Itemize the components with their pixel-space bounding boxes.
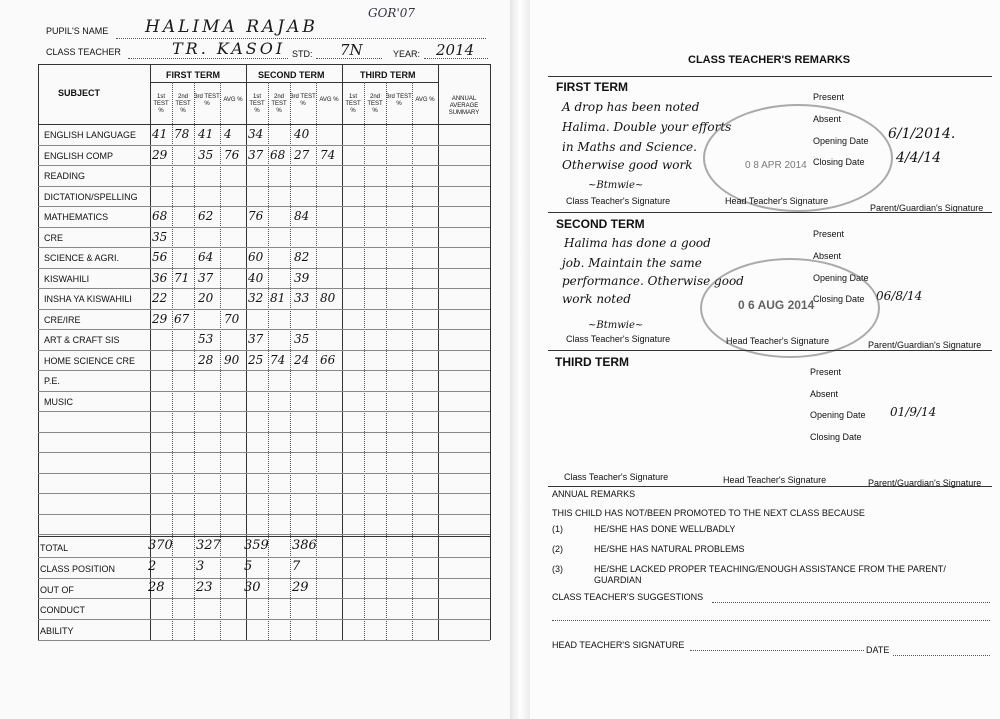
summary-cell: 386	[292, 538, 317, 553]
score-cell: 84	[294, 209, 310, 223]
second-term-remark-line: Halima has done a good	[564, 236, 711, 250]
pupil-name-value: HALIMA RAJAB	[145, 17, 318, 37]
third-present-label: Present	[810, 367, 842, 377]
row-divider	[38, 640, 490, 641]
row-divider	[38, 391, 490, 392]
row-divider	[38, 329, 490, 330]
row-divider	[38, 411, 490, 412]
parent-signature-label: Parent/Guardian's Signature	[868, 478, 982, 488]
date-label: DATE	[866, 645, 890, 655]
reason-text: HE/SHE LACKED PROPER TEACHING/ENOUGH ASSISTANCE FROM THE PARENT/	[594, 564, 946, 574]
promotion-line: THIS CHILD HAS NOT/BEEN PROMOTED TO THE NEXT CLASS BECAUSE	[552, 508, 865, 518]
score-cell: 41	[152, 127, 168, 141]
sub-header-2nd: 2nd TEST %	[175, 94, 191, 114]
sub-header-avg: AVG %	[415, 97, 435, 103]
sub-header-3rd: 3rd TEST %	[290, 94, 316, 107]
row-divider	[38, 473, 490, 474]
score-cell: 28	[198, 353, 214, 367]
score-cell: 66	[320, 353, 336, 367]
class-teacher-signature-mark: ~Btmwie~	[588, 320, 644, 331]
score-cell: 37	[248, 148, 264, 162]
std-line	[316, 58, 382, 59]
second-closing-value: 06/8/14	[876, 289, 923, 303]
subject-label: CRE	[44, 233, 64, 243]
score-cell: 39	[294, 271, 310, 285]
score-cell: 68	[152, 209, 168, 223]
score-cell: 82	[294, 250, 310, 264]
reason-text: HE/SHE HAS NATURAL PROBLEMS	[594, 544, 745, 554]
class-teacher-signature-label: Class Teacher's Signature	[564, 472, 669, 482]
pupil-name-label: PUPIL'S NAME	[46, 26, 109, 36]
row-divider	[38, 206, 490, 207]
score-cell: 37	[198, 271, 214, 285]
subject-header: SUBJECT	[58, 88, 101, 98]
second-term-header: SECOND TERM	[258, 70, 325, 80]
first-term-heading: FIRST TERM	[556, 80, 628, 94]
subject-label: ENGLISH COMP	[44, 151, 114, 161]
summary-cell: 7	[292, 559, 301, 574]
score-cell: 68	[270, 148, 286, 162]
year-label: YEAR:	[393, 49, 421, 59]
first-closing-label: Closing Date	[813, 157, 865, 167]
row-divider	[38, 432, 490, 433]
first-opening-value: 6/1/2014.	[888, 126, 956, 142]
score-cell: 81	[270, 291, 286, 305]
second-closing-label: Closing Date	[813, 294, 865, 304]
third-term-header: THIRD TERM	[360, 70, 416, 80]
row-divider	[38, 288, 490, 289]
summary-label: CONDUCT	[40, 605, 85, 615]
summary-label: ABILITY	[40, 626, 74, 636]
summary-cell: 2	[148, 559, 157, 574]
subject-label: P.E.	[44, 376, 60, 386]
class-teacher-signature-label: Class Teacher's Signature	[566, 196, 671, 206]
third-term-heading: THIRD TERM	[555, 355, 629, 369]
second-term-remark-line: work noted	[562, 292, 631, 306]
second-absent-label: Absent	[813, 251, 842, 261]
page-reference: GOR'07	[368, 6, 416, 20]
class-teacher-signature-mark: ~Btmwie~	[588, 180, 644, 191]
row-divider	[38, 165, 490, 166]
stamp-date: 0 8 APR 2014	[745, 160, 807, 171]
score-cell: 60	[248, 250, 264, 264]
row-divider	[38, 514, 490, 515]
score-cell: 22	[152, 291, 168, 305]
header-bottom-border	[38, 124, 490, 125]
remarks-title: CLASS TEACHER'S REMARKS	[688, 54, 851, 66]
sub-header-2nd: 2nd TEST %	[367, 94, 383, 114]
row-divider	[38, 493, 490, 494]
row-divider	[38, 598, 490, 599]
summary-label: CLASS POSITION	[40, 564, 116, 574]
row-divider	[38, 227, 490, 228]
score-cell: 36	[152, 271, 168, 285]
score-cell: 67	[174, 312, 190, 326]
sub-header-avg: AVG %	[223, 97, 243, 103]
first-term-remark-line: Otherwise good work	[562, 158, 693, 172]
score-cell: 74	[320, 148, 336, 162]
first-term-header: FIRST TERM	[166, 70, 220, 80]
subject-label: MATHEMATICS	[44, 212, 109, 222]
reason-number: (1)	[552, 524, 563, 534]
first-term-remark-line: Halima. Double your efforts	[562, 120, 732, 134]
summary-cell: 28	[148, 580, 165, 595]
summary-cell: 3	[196, 559, 205, 574]
score-cell: 40	[248, 271, 264, 285]
book-spine	[510, 0, 530, 719]
row-divider	[38, 619, 490, 620]
sub-header-3rd: 3rd TEST %	[194, 94, 220, 107]
class-teacher-value: TR. KASOI	[172, 39, 286, 58]
row-divider	[38, 268, 490, 269]
head-teacher-signature-label: Head Teacher's Signature	[725, 196, 829, 206]
row-divider	[38, 452, 490, 453]
subject-label: CRE/IRE	[44, 315, 81, 325]
subject-label: READING	[44, 171, 86, 181]
subject-column-border	[150, 64, 151, 640]
score-cell: 53	[198, 332, 214, 346]
table-right-border	[490, 64, 491, 640]
second-term-heading: SECOND TERM	[556, 217, 645, 231]
summary-cell: 327	[196, 538, 221, 553]
third-absent-label: Absent	[810, 389, 839, 399]
second-term-remark-line: job. Maintain the same	[562, 256, 702, 270]
parent-signature-label: Parent/Guardian's Signature	[870, 203, 984, 213]
third-opening-value: 01/9/14	[890, 405, 937, 419]
subject-label: DICTATION/SPELLING	[44, 192, 138, 202]
reason-text: HE/SHE HAS DONE WELL/BADLY	[594, 524, 736, 534]
score-cell: 27	[294, 148, 310, 162]
first-absent-label: Absent	[813, 114, 842, 124]
sub-header-2nd: 2nd TEST %	[271, 94, 287, 114]
annual-remarks-title: ANNUAL REMARKS	[552, 489, 636, 499]
suggestions-line	[712, 602, 990, 603]
score-cell: 70	[224, 312, 240, 326]
subject-label: MUSIC	[44, 397, 73, 407]
second-term-remark-line: performance. Otherwise good	[562, 274, 744, 288]
score-cell: 29	[152, 148, 168, 162]
std-value: 7N	[340, 41, 363, 59]
class-teacher-label: CLASS TEACHER	[46, 47, 121, 57]
first-closing-value: 4/4/14	[896, 150, 942, 166]
third-term-divider	[548, 486, 992, 487]
annual-average-header: ANNUAL AVERAGE SUMMARY	[448, 96, 480, 116]
score-cell: 41	[198, 127, 214, 141]
score-cell: 24	[294, 353, 310, 367]
teacher-line	[128, 58, 288, 59]
summary-top-border	[38, 536, 490, 537]
second-term-border	[342, 64, 343, 640]
score-cell: 35	[152, 230, 168, 244]
first-present-label: Present	[813, 92, 845, 102]
summary-cell: 370	[148, 538, 173, 553]
score-cell: 78	[174, 127, 190, 141]
row-divider	[38, 247, 490, 248]
year-value: 2014	[436, 41, 475, 59]
row-divider	[38, 186, 490, 187]
summary-cell: 23	[196, 580, 213, 595]
row-divider	[38, 534, 490, 535]
summary-label: OUT OF	[40, 585, 74, 595]
head-signature-line	[690, 650, 864, 651]
subject-label: ENGLISH LANGUAGE	[44, 130, 137, 140]
std-label: STD:	[292, 49, 313, 59]
sub-header-1st: 1st TEST %	[345, 94, 361, 114]
row-divider	[38, 309, 490, 310]
third-closing-label: Closing Date	[810, 432, 862, 442]
score-cell: 76	[224, 148, 240, 162]
sub-header-avg: AVG %	[319, 97, 339, 103]
year-line	[424, 58, 488, 59]
summary-cell: 5	[244, 559, 253, 574]
first-term-border	[246, 64, 247, 640]
second-term-divider	[548, 350, 992, 351]
second-present-label: Present	[813, 229, 845, 239]
row-divider	[38, 370, 490, 371]
score-cell: 35	[294, 332, 310, 346]
head-teacher-signature-label: Head Teacher's Signature	[726, 336, 830, 346]
suggestions-label: CLASS TEACHER'S SUGGESTIONS	[552, 592, 704, 602]
stamp-date: 0 6 AUG 2014	[738, 298, 815, 312]
remarks-top-border	[548, 76, 992, 77]
table-top-border	[38, 64, 490, 65]
row-divider	[38, 145, 490, 146]
row-divider	[38, 578, 490, 579]
summary-cell: 359	[244, 538, 269, 553]
third-term-border	[438, 64, 439, 640]
score-cell: 90	[224, 353, 240, 367]
sub-header-1st: 1st TEST %	[249, 94, 265, 114]
second-opening-label: Opening Date	[813, 273, 869, 283]
row-divider	[38, 350, 490, 351]
first-term-divider	[548, 212, 992, 213]
score-cell: 37	[248, 332, 264, 346]
subject-label: INSHA YA KISWAHILI	[44, 294, 132, 304]
sub-header-1st: 1st TEST %	[153, 94, 169, 114]
score-cell: 20	[198, 291, 214, 305]
score-cell: 32	[248, 291, 264, 305]
score-cell: 80	[320, 291, 336, 305]
first-term-remark-line: A drop has been noted	[562, 100, 700, 114]
score-cell: 4	[224, 127, 232, 141]
third-opening-label: Opening Date	[810, 410, 866, 420]
table-left-border	[38, 64, 39, 640]
head-signature-label: HEAD TEACHER'S SIGNATURE	[552, 640, 685, 650]
score-cell: 25	[248, 353, 264, 367]
subject-label: SCIENCE & AGRI.	[44, 253, 120, 263]
summary-label: TOTAL	[40, 543, 69, 553]
first-opening-label: Opening Date	[813, 136, 869, 146]
score-cell: 71	[174, 271, 190, 285]
subject-label: KISWAHILI	[44, 274, 90, 284]
reason-text: GUARDIAN	[594, 575, 642, 585]
score-cell: 56	[152, 250, 168, 264]
suggestions-line	[552, 620, 990, 621]
subject-label: ART & CRAFT SIS	[44, 335, 120, 345]
score-cell: 74	[270, 353, 286, 367]
score-cell: 34	[248, 127, 264, 141]
score-cell: 40	[294, 127, 310, 141]
row-divider	[38, 557, 490, 558]
reason-number: (2)	[552, 544, 563, 554]
first-term-remark-line: in Maths and Science.	[562, 140, 697, 154]
sub-header-3rd: 3rd TEST %	[386, 94, 412, 107]
score-cell: 62	[198, 209, 214, 223]
summary-cell: 29	[292, 580, 309, 595]
head-teacher-signature-label: Head Teacher's Signature	[723, 475, 827, 485]
date-line	[893, 655, 990, 656]
class-teacher-signature-label: Class Teacher's Signature	[566, 334, 671, 344]
summary-cell: 30	[244, 580, 261, 595]
reason-number: (3)	[552, 564, 563, 574]
score-cell: 76	[248, 209, 264, 223]
parent-signature-label: Parent/Guardian's Signature	[868, 340, 982, 350]
subject-label: HOME SCIENCE CRE	[44, 356, 136, 366]
score-cell: 33	[294, 291, 310, 305]
score-cell: 64	[198, 250, 214, 264]
score-cell: 29	[152, 312, 168, 326]
score-cell: 35	[198, 148, 214, 162]
